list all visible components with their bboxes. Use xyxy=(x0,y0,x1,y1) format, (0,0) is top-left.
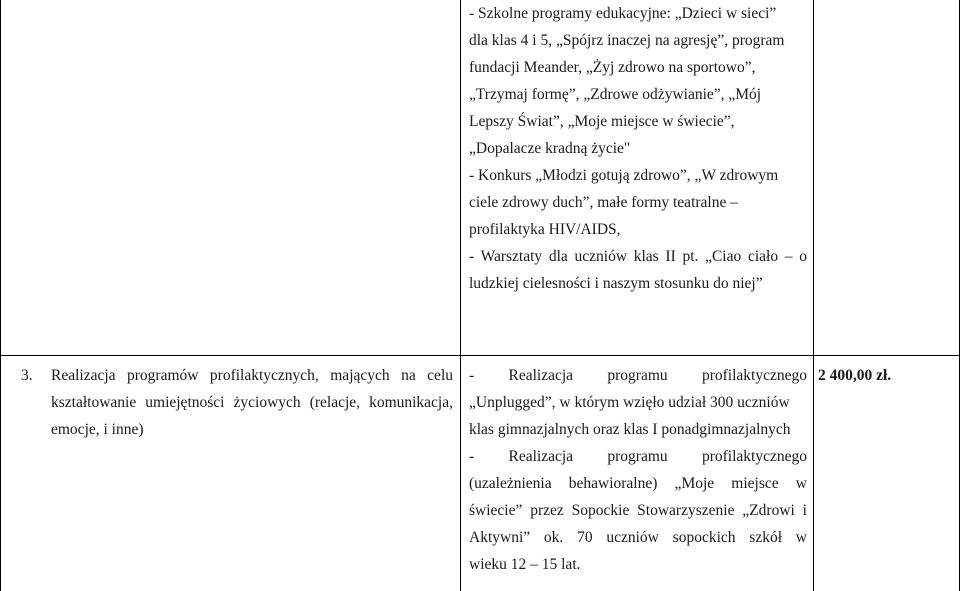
row-divider xyxy=(0,355,960,356)
amount: 2 400,00 zł. xyxy=(818,367,892,384)
row-description xyxy=(51,362,453,443)
description-line: emocje, i inne) xyxy=(51,421,144,438)
details-line: świecie” przez Sopockie Stowarzyszenie „Zdrowi i xyxy=(469,502,807,519)
details-line: „Unplugged”, w którym wzięło udział 300 uczniów xyxy=(469,394,790,411)
details-line: klas gimnazjalnych oraz klas I ponadgimnazjalnych xyxy=(469,421,791,438)
details-line: - Realizacja programu profilaktycznego xyxy=(469,448,807,465)
top-details-line: profilaktyka HIV/AIDS, xyxy=(469,221,621,238)
border-col-3 xyxy=(813,0,814,591)
row-details xyxy=(469,362,807,578)
top-details-line: ludzkiej cielesności i naszym stosunku do niej” xyxy=(469,275,763,292)
top-details-line: - Konkurs „Młodzi gotują zdrowo”, „W zdrowym xyxy=(469,167,779,184)
border-left xyxy=(0,0,1,591)
details-line: - Realizacja programu profilaktycznego xyxy=(469,367,807,384)
top-details-line: „Trzymaj formę”, „Zdrowe odżywianie”, „Mój xyxy=(469,86,762,103)
top-details-line: fundacji Meander, „Żyj zdrowo na sportowo”, xyxy=(469,59,756,76)
top-details-line: dla klas 4 i 5, „Spójrz inaczej na agresję”, program xyxy=(469,32,785,49)
row-number: 3. xyxy=(21,367,33,384)
top-details-line: - Warsztaty dla uczniów klas II pt. „Ciao ciało – o xyxy=(469,248,807,265)
border-col-2 xyxy=(460,0,461,591)
top-details-line: „Dopalacze kradną życie" xyxy=(469,140,631,157)
details-line: wieku 12 – 15 lat. xyxy=(469,556,581,573)
top-details-line: ciele zdrowy duch”, małe formy teatralne – xyxy=(469,194,738,211)
details-line: Aktywni” ok. 70 uczniów sopockich szkół w xyxy=(469,529,807,546)
top-details-line: - Szkolne programy edukacyjne: „Dzieci w sieci” xyxy=(469,5,777,22)
top-details-line: Lepszy Świat”, „Moje miejsce w świecie”, xyxy=(469,113,735,130)
details-line: (uzależnienia behawioralne) „Moje miejsce w xyxy=(469,475,807,492)
top-row-details xyxy=(469,0,807,297)
description-line: kształtowanie umiejętności życiowych (relacje, komunikacja, xyxy=(51,394,453,411)
description-line: Realizacja programów profilaktycznych, mających na celu xyxy=(51,367,453,384)
